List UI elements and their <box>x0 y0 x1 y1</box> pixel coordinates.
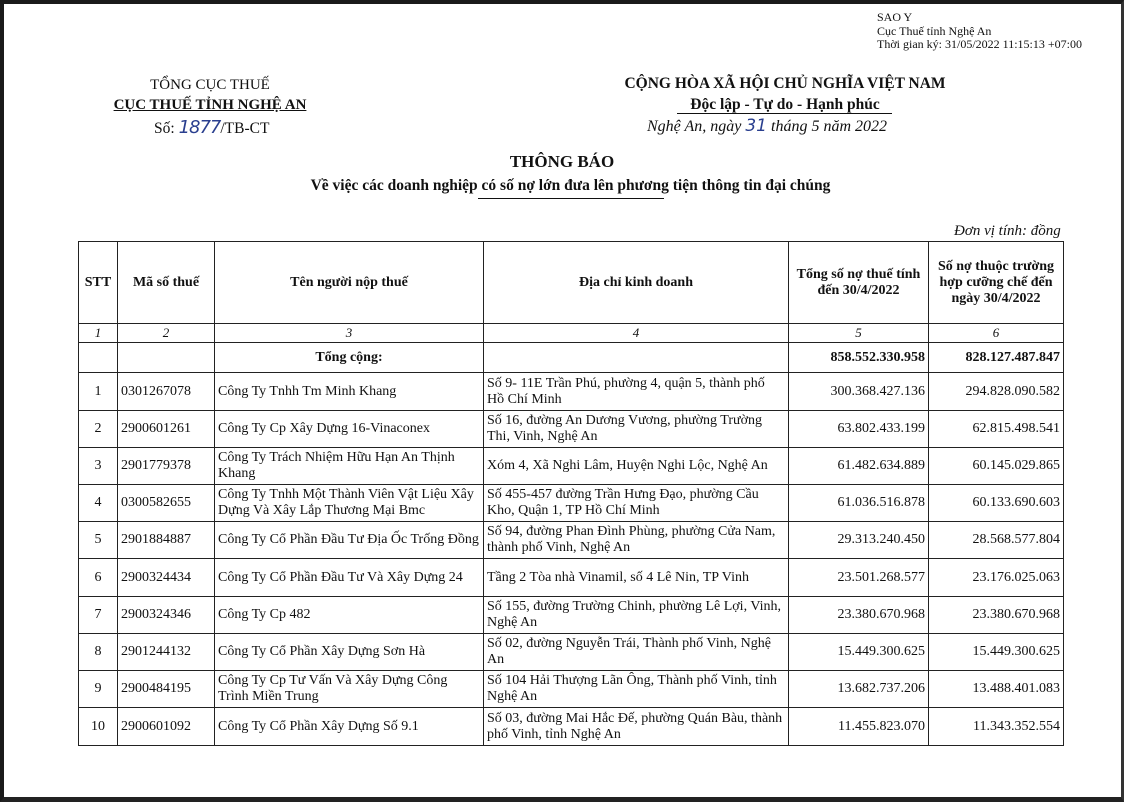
cell-total-debt: 29.313.240.450 <box>789 522 929 559</box>
cell-stt: 3 <box>79 448 118 485</box>
cell-address: Xóm 4, Xã Nghi Lâm, Huyện Nghi Lộc, Nghệ An <box>484 448 789 485</box>
debt-table <box>78 241 1064 746</box>
header-address: Địa chỉ kinh doanh <box>484 242 789 324</box>
total-debt: 858.552.330.958 <box>789 343 929 373</box>
cell-enforced-debt: 60.145.029.865 <box>929 448 1064 485</box>
cell-taxpayer-name: Công Ty Trách Nhiệm Hữu Hạn An Thịnh Khang <box>215 448 484 485</box>
document-title: THÔNG BÁO <box>509 152 615 171</box>
header-taxpayer-name: Tên người nộp thuế <box>215 242 484 324</box>
cell-stt: 6 <box>79 559 118 597</box>
cell-total-debt: 300.368.427.136 <box>789 373 929 411</box>
cell-enforced-debt: 294.828.090.582 <box>929 373 1064 411</box>
cell-tax-code: 2901244132 <box>118 634 215 671</box>
cell-tax-code: 2901884887 <box>118 522 215 559</box>
national-motto: Độc lập - Tự do - Hạnh phúc <box>690 96 880 113</box>
table-row <box>79 448 1064 485</box>
issue-date: Nghệ An, ngày 31 tháng 5 năm 2022 <box>647 116 887 136</box>
table-row <box>79 485 1064 522</box>
cell-tax-code: 2900601261 <box>118 411 215 448</box>
motto-underline <box>677 113 892 114</box>
header-enforced-debt: Số nợ thuộc trường hợp cưỡng chế đến ngày 30/4/2022 <box>929 242 1064 324</box>
cell-taxpayer-name: Công Ty Tnhh Một Thành Viên Vật Liệu Xây Dựng Và Xây Lắp Thương Mại Bmc <box>215 485 484 522</box>
cell-taxpayer-name: Công Ty Cp Tư Vấn Và Xây Dựng Công Trình Miền Trung <box>215 671 484 708</box>
table-row <box>79 671 1064 708</box>
table-row <box>79 559 1064 597</box>
cell-tax-code: 0300582655 <box>118 485 215 522</box>
cell-stt: 8 <box>79 634 118 671</box>
cell-tax-code: 2901779378 <box>118 448 215 485</box>
cell-taxpayer-name: Công Ty Cổ Phần Đầu Tư Và Xây Dựng 24 <box>215 559 484 597</box>
subtitle-underline <box>478 198 664 199</box>
handwritten-day: 31 <box>745 116 767 136</box>
cell-taxpayer-name: Công Ty Tnhh Tm Minh Khang <box>215 373 484 411</box>
cell-enforced-debt: 15.449.300.625 <box>929 634 1064 671</box>
cell-stt: 4 <box>79 485 118 522</box>
table-row <box>79 708 1064 746</box>
cell-total-debt: 61.036.516.878 <box>789 485 929 522</box>
cell-total-debt: 13.682.737.206 <box>789 671 929 708</box>
cell-enforced-debt: 23.380.670.968 <box>929 597 1064 634</box>
cell-total-debt: 23.380.670.968 <box>789 597 929 634</box>
cell-address: Số 02, đường Nguyễn Trái, Thành phố Vinh, Nghệ An <box>484 634 789 671</box>
cell-address: Số 03, đường Mai Hắc Đế, phường Quán Bàu, thành phố Vinh, tỉnh Nghệ An <box>484 708 789 746</box>
cell-address: Số 455-457 đường Trần Hưng Đạo, phường Cầu Kho, Quận 1, TP Hồ Chí Minh <box>484 485 789 522</box>
table-row <box>79 522 1064 559</box>
table-row <box>79 411 1064 448</box>
cell-tax-code: 2900484195 <box>118 671 215 708</box>
header-tax-code: Mã số thuế <box>118 242 215 324</box>
cell-stt: 10 <box>79 708 118 746</box>
issuing-office: CỤC THUẾ TỈNH NGHỆ AN <box>113 97 307 113</box>
cell-enforced-debt: 28.568.577.804 <box>929 522 1064 559</box>
cell-address: Số 9- 11E Trần Phú, phường 4, quận 5, thành phố Hồ Chí Minh <box>484 373 789 411</box>
table-row <box>79 597 1064 634</box>
cell-stt: 9 <box>79 671 118 708</box>
total-label: Tổng cộng: <box>215 343 484 373</box>
cell-address: Số 155, đường Trường Chinh, phường Lê Lợi, Vinh, Nghệ An <box>484 597 789 634</box>
cell-total-debt: 23.501.268.577 <box>789 559 929 597</box>
stamp-timestamp: Thời gian ký: 31/05/2022 11:15:13 +07:00 <box>877 37 1082 51</box>
table-row <box>79 634 1064 671</box>
table-row <box>79 373 1064 411</box>
cell-tax-code: 2900324346 <box>118 597 215 634</box>
cell-enforced-debt: 13.488.401.083 <box>929 671 1064 708</box>
cell-total-debt: 63.802.433.199 <box>789 411 929 448</box>
cell-taxpayer-name: Công Ty Cổ Phần Xây Dựng Số 9.1 <box>215 708 484 746</box>
cell-enforced-debt: 60.133.690.603 <box>929 485 1064 522</box>
national-header <box>600 73 970 115</box>
digital-signature-stamp <box>877 11 1082 52</box>
table-header-row <box>79 242 1064 324</box>
cell-address: Số 94, đường Phan Đình Phùng, phường Cửa Nam, thành phố Vinh, Nghệ An <box>484 522 789 559</box>
header-stt: STT <box>79 242 118 324</box>
cell-address: Tầng 2 Tòa nhà Vinamil, số 4 Lê Nin, TP Vinh <box>484 559 789 597</box>
cell-tax-code: 2900601092 <box>118 708 215 746</box>
cell-stt: 1 <box>79 373 118 411</box>
cell-tax-code: 0301267078 <box>118 373 215 411</box>
issuing-agency-header <box>105 75 315 115</box>
currency-unit: Đơn vị tính: đồng <box>954 223 1061 239</box>
cell-taxpayer-name: Công Ty Cp Xây Dựng 16-Vinaconex <box>215 411 484 448</box>
cell-stt: 2 <box>79 411 118 448</box>
cell-total-debt: 11.455.823.070 <box>789 708 929 746</box>
cell-address: Số 16, đường An Dương Vương, phường Trường Thi, Vinh, Nghệ An <box>484 411 789 448</box>
cell-total-debt: 15.449.300.625 <box>789 634 929 671</box>
total-row <box>79 343 1064 373</box>
cell-enforced-debt: 11.343.352.554 <box>929 708 1064 746</box>
cell-stt: 5 <box>79 522 118 559</box>
cell-tax-code: 2900324434 <box>118 559 215 597</box>
cell-enforced-debt: 23.176.025.063 <box>929 559 1064 597</box>
country-name: CỘNG HÒA XÃ HỘI CHỦ NGHĨA VIỆT NAM <box>624 75 946 92</box>
document-number: Số: 1877/TB-CT <box>154 117 270 138</box>
cell-taxpayer-name: Công Ty Cp 482 <box>215 597 484 634</box>
header-total-debt: Tổng số nợ thuế tính đến 30/4/2022 <box>789 242 929 324</box>
cell-total-debt: 61.482.634.889 <box>789 448 929 485</box>
column-index-row: 1 2 3 4 5 6 <box>79 324 1064 343</box>
cell-address: Số 104 Hải Thượng Lãn Ông, Thành phố Vinh, tỉnh Nghệ An <box>484 671 789 708</box>
parent-agency: TỔNG CỤC THUẾ <box>150 77 270 93</box>
stamp-label: SAO Y <box>877 10 913 24</box>
cell-stt: 7 <box>79 597 118 634</box>
total-enforced: 828.127.487.847 <box>929 343 1064 373</box>
document-subtitle: Về việc các doanh nghiệp có số nợ lớn đưa lên phương tiện thông tin đại chúng <box>310 177 831 194</box>
cell-enforced-debt: 62.815.498.541 <box>929 411 1064 448</box>
handwritten-number: 1877 <box>178 117 221 138</box>
stamp-issuer: Cục Thuế tỉnh Nghệ An <box>877 23 992 38</box>
cell-taxpayer-name: Công Ty Cổ Phần Đầu Tư Địa Ốc Trống Đồng <box>215 522 484 559</box>
cell-taxpayer-name: Công Ty Cổ Phần Xây Dựng Sơn Hà <box>215 634 484 671</box>
